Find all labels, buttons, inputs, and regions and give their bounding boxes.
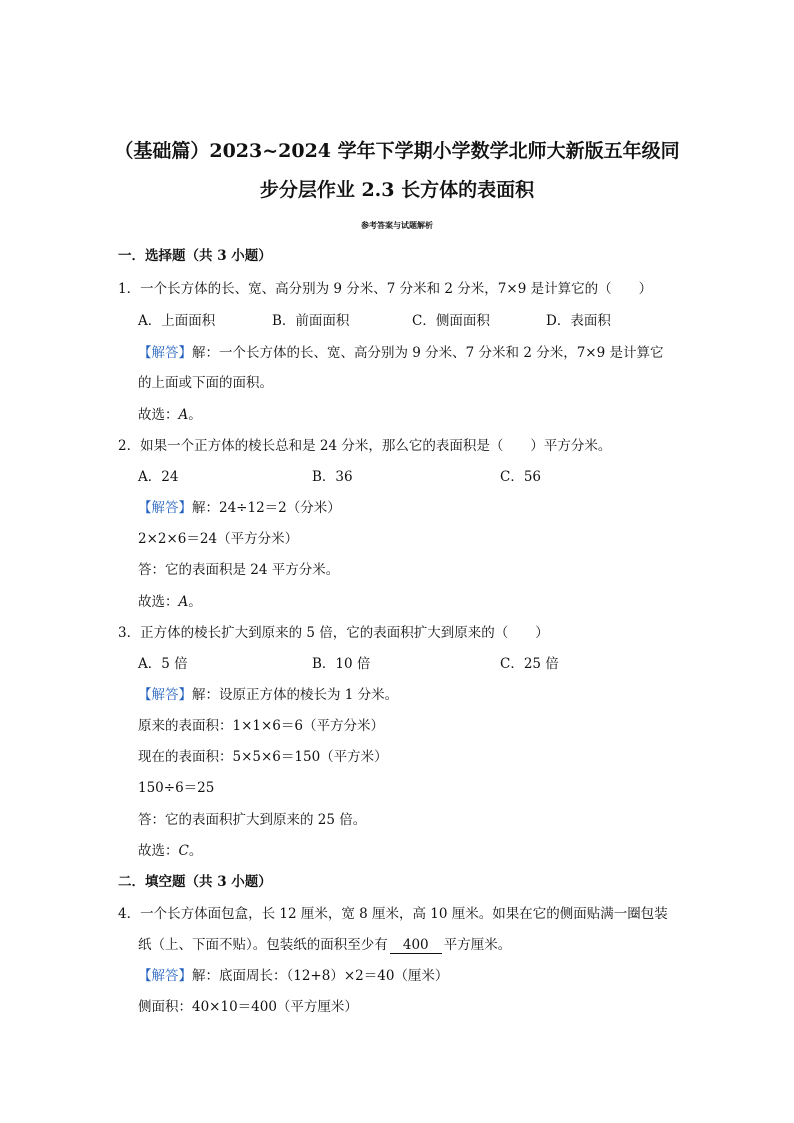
q2-choice-value: A [178, 594, 189, 610]
q1-choice-value: A [178, 407, 189, 423]
q2-answer-line-2: 2×2×6＝24（平方分米） [138, 531, 299, 547]
q3-answer-line-5: 答：它的表面积扩大到原来的 25 倍。 [138, 812, 367, 828]
q3-choice: 故选：C。 [138, 843, 203, 859]
q3-option-b: B．10 倍 [312, 656, 371, 672]
answer-tag: 【解答】 [138, 968, 192, 984]
q3-answer-text: 解：设原正方体的棱长为 1 分米。 [192, 687, 399, 703]
q3-answer-line-3: 现在的表面积：5×5×6＝150（平方米） [138, 749, 388, 765]
answer-tag: 【解答】 [138, 500, 192, 516]
q2-option-b: B．36 [312, 469, 353, 485]
section-heading-fill: 二．填空题（共 3 小题） [118, 874, 272, 890]
q1-option-c: C．侧面面积 [412, 313, 490, 329]
section-heading-choice: 一．选择题（共 3 小题） [118, 248, 272, 264]
q1-stem: 1．一个长方体的长、宽、高分别为 9 分米、7 分米和 2 分米，7×9 是计算它的（ ） [118, 281, 653, 297]
q4-answer-blank: 400 [390, 937, 442, 954]
q2-option-c: C．56 [500, 469, 542, 485]
q3-option-a: A．5 倍 [138, 656, 188, 672]
q2-choice: 故选：A。 [138, 594, 202, 610]
q1-choice: 故选：A。 [138, 407, 202, 423]
title-line-1: （基础篇）2023~2024 学年下学期小学数学北师大新版五年级同 [114, 140, 680, 162]
q3-answer-line-4: 150÷6＝25 [138, 780, 215, 796]
answer-tag: 【解答】 [138, 687, 192, 703]
q1-answer-text: 解：一个长方体的长、宽、高分别为 9 分米、7 分米和 2 分米，7×9 是计算它 [192, 345, 664, 361]
q1-option-d: D．表面积 [546, 313, 611, 329]
q3-stem: 3．正方体的棱长扩大到原来的 5 倍，它的表面积扩大到原来的（ ） [118, 625, 549, 641]
q1-option-a: A．上面面积 [138, 313, 216, 329]
q4-stem: 4．一个长方体面包盒，长 12 厘米，宽 8 厘米，高 10 厘米。如果在它的侧面贴满一圈包装 [118, 906, 668, 922]
q4-answer [138, 966, 448, 986]
q3-answer-line-2: 原来的表面积：1×1×6＝6（平方分米） [138, 718, 384, 734]
subtitle: 参考答案与试题解析 [361, 220, 433, 230]
q4-answer-line-2: 侧面积：40×10＝400（平方厘米） [138, 999, 358, 1015]
q2-stem: 2．如果一个正方体的棱长总和是 24 分米，那么它的表面积是（ ）平方分米。 [118, 438, 612, 454]
answer-tag: 【解答】 [138, 345, 192, 361]
q1-option-b: B．前面面积 [272, 313, 350, 329]
q2-option-a: A．24 [138, 469, 179, 485]
q3-answer [138, 685, 398, 705]
q4-stem-cont: 纸（上、下面不贴）。包装纸的面积至少有 400 平方厘米。 [138, 937, 512, 953]
q2-answer-text: 解：24÷12＝2（分米） [192, 500, 341, 516]
q4-answer-text: 解：底面周长：（12+8）×2＝40（厘米） [192, 968, 449, 984]
q3-choice-value: C [178, 843, 189, 859]
title-line-2: 步分层作业 2.3 长方体的表面积 [259, 179, 535, 201]
q2-answer [138, 498, 341, 518]
q2-answer-line-3: 答：它的表面积是 24 平方分米。 [138, 562, 340, 578]
q1-answer-cont: 的上面或下面的面积。 [138, 375, 273, 391]
q3-option-c: C．25 倍 [500, 656, 559, 672]
q1-answer [138, 343, 664, 363]
